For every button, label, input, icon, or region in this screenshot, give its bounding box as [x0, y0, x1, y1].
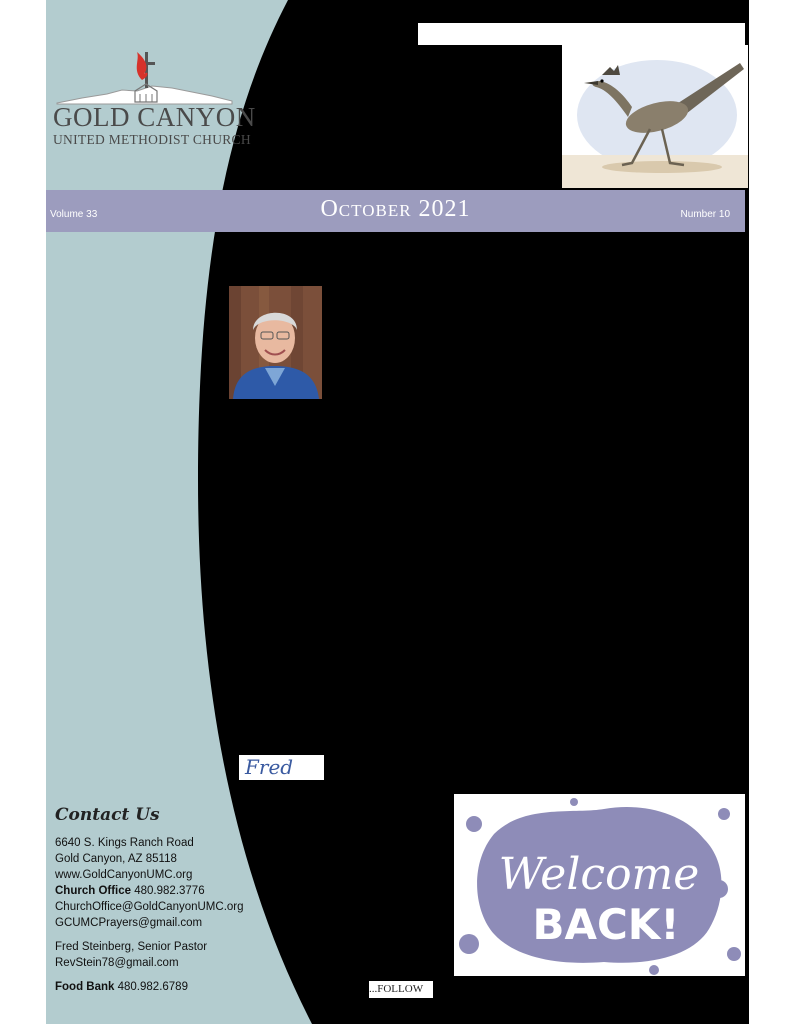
- contact-section: [55, 805, 285, 995]
- food-bank-line: [55, 979, 285, 995]
- issue-title: October 2021: [320, 196, 471, 222]
- follow-continuation: ...FOLLOW: [369, 981, 433, 998]
- church-office-line: [55, 883, 285, 899]
- back-word: BACK!: [532, 900, 680, 949]
- food-bank-label: Food Bank: [55, 981, 115, 993]
- church-subtitle: UNITED METHODIST CHURCH: [53, 132, 251, 147]
- church-office-phone: 480.982.3776: [134, 885, 205, 897]
- food-bank-phone: 480.982.6789: [117, 981, 188, 993]
- church-name: GOLD CANYON: [53, 102, 256, 132]
- office-email-link[interactable]: ChurchOffice@GoldCanyonUMC.org: [55, 901, 244, 913]
- website-link[interactable]: www.GoldCanyonUMC.org: [55, 869, 193, 881]
- welcome-word: Welcome: [498, 849, 700, 900]
- volume-label: Volume 33: [50, 209, 98, 220]
- contact-heading: Contact Us: [55, 805, 160, 825]
- number-label: Number 10: [680, 209, 730, 220]
- welcome-back-graphic: [454, 794, 745, 976]
- address-line-2: Gold Canyon, AZ 85118: [55, 853, 177, 865]
- header-white-strip: [418, 23, 745, 45]
- prayers-email-link[interactable]: GCUMCPrayers@gmail.com: [55, 917, 203, 929]
- church-office-label: Church Office: [55, 885, 132, 897]
- pastor-signature: [239, 755, 324, 780]
- issue-banner: [46, 190, 745, 232]
- roadrunner-illustration: [562, 45, 748, 188]
- pastor-email-link[interactable]: RevStein78@gmail.com: [55, 957, 179, 969]
- signature-text: Fred: [245, 755, 294, 779]
- address-line-1: 6640 S. Kings Ranch Road: [55, 837, 194, 849]
- pastor-photo: [229, 286, 322, 399]
- pastor-name: Fred Steinberg, Senior Pastor: [55, 941, 208, 953]
